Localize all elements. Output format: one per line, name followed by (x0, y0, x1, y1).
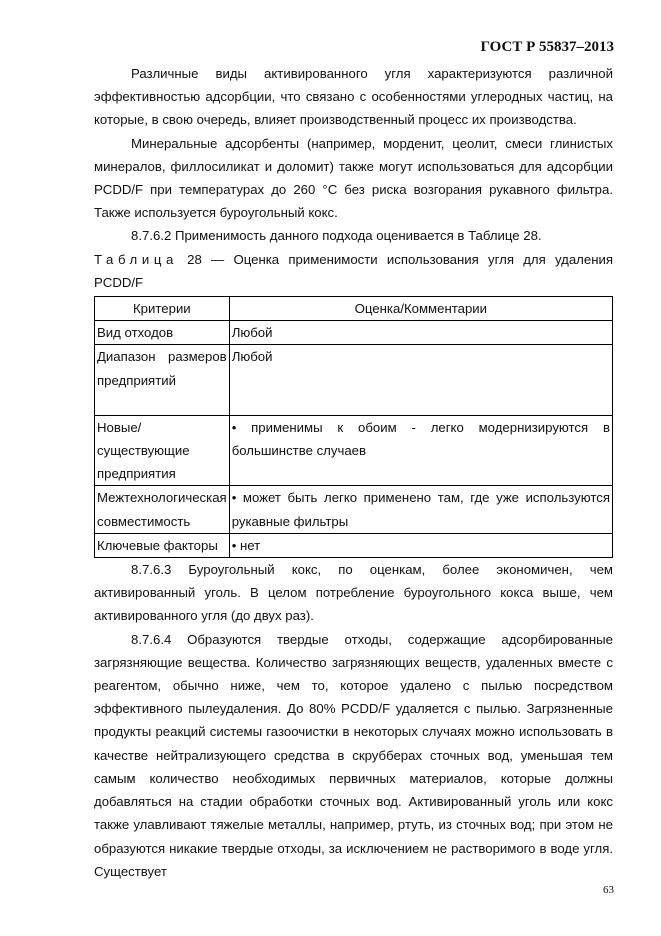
criterion-cell: Ключевые факторы (95, 533, 230, 557)
criterion-cell: Межтехнологическая совместимость (95, 486, 230, 533)
table-caption-text: 28 — Оценка применимости использования угля для удаления PCDD/F (94, 251, 613, 290)
comment-cell: • может быть легко применено там, где уже используются рукавные фильтры (229, 486, 612, 533)
comment-cell: Любой (229, 345, 612, 415)
document-body (94, 62, 613, 883)
table-caption (94, 248, 613, 294)
criterion-cell: Новые/ существующие предприятия (95, 415, 230, 486)
table-row (95, 486, 613, 533)
comment-cell: • нет (229, 533, 612, 557)
table-caption-label: Таблица (94, 251, 178, 267)
comment-cell: Любой (229, 321, 612, 345)
paragraph: 8.7.6.3 Буроугольный кокс, по оценкам, более экономичен, чем активированный уголь. В целом потребление буроугольного кокса выше, чем активированного угля (до двух раз). (94, 562, 613, 624)
standard-designation: ГОСТ Р 55837–2013 (480, 39, 614, 55)
paragraph: 8.7.6.2 Применимость данного подхода оценивается в Таблице 28. (131, 228, 542, 244)
table-header-row (95, 297, 613, 321)
table-row (95, 533, 613, 557)
column-header-criteria: Критерии (95, 297, 230, 321)
applicability-table (94, 296, 613, 558)
table-row (95, 415, 613, 486)
paragraph: Различные виды активированного угля характеризуются различной эффективностью адсорбции, что связано с особенностями углеродных частиц, на которые, в свою очередь, влияет производственный процесс их производства. (94, 66, 613, 128)
paragraph: Минеральные адсорбенты (например, морденит, цеолит, смеси глинистых минералов, филлосиликат и доломит) также могут использоваться для адсорбции PCDD/F при температурах до 260 °С без риска возгорания рукавного фильтра. Также используется буроугольный кокс. (94, 135, 613, 221)
page-number: 63 (603, 884, 614, 896)
criterion-cell: Диапазон размеров предприятий (95, 345, 230, 415)
comment-cell: • применимы к обоим - легко модернизируются в большинстве случаев (229, 415, 612, 486)
table-row (95, 345, 613, 415)
criterion-cell: Вид отходов (95, 321, 230, 345)
table-row (95, 321, 613, 345)
column-header-comments: Оценка/Комментарии (229, 297, 612, 321)
paragraph: 8.7.6.4 Образуются твердые отходы, содержащие адсорбированные загрязняющие вещества. Количество загрязняющих веществ, удаленных вместе с реагентом, обычно ниже, чем то, которое удалено с пылью посредством эффективного пылеудаления. До 80% PCDD/F удаляется с пылью. Загрязненные продукты реакций системы газоочистки в некоторых случаях можно использовать в качестве нейтрализующего средства в скрубберах сточных вод, уменьшая тем самым количество необходимых первичных материалов, которые должны добавляться на стадии обработки сточных вод. Активированный уголь или кокс также улавливают тяжелые металлы, например, ртуть, из сточных вод; при этом не образуются никакие твердые отходы, за исключением не растворимого в воде угля. Существует (94, 631, 613, 879)
